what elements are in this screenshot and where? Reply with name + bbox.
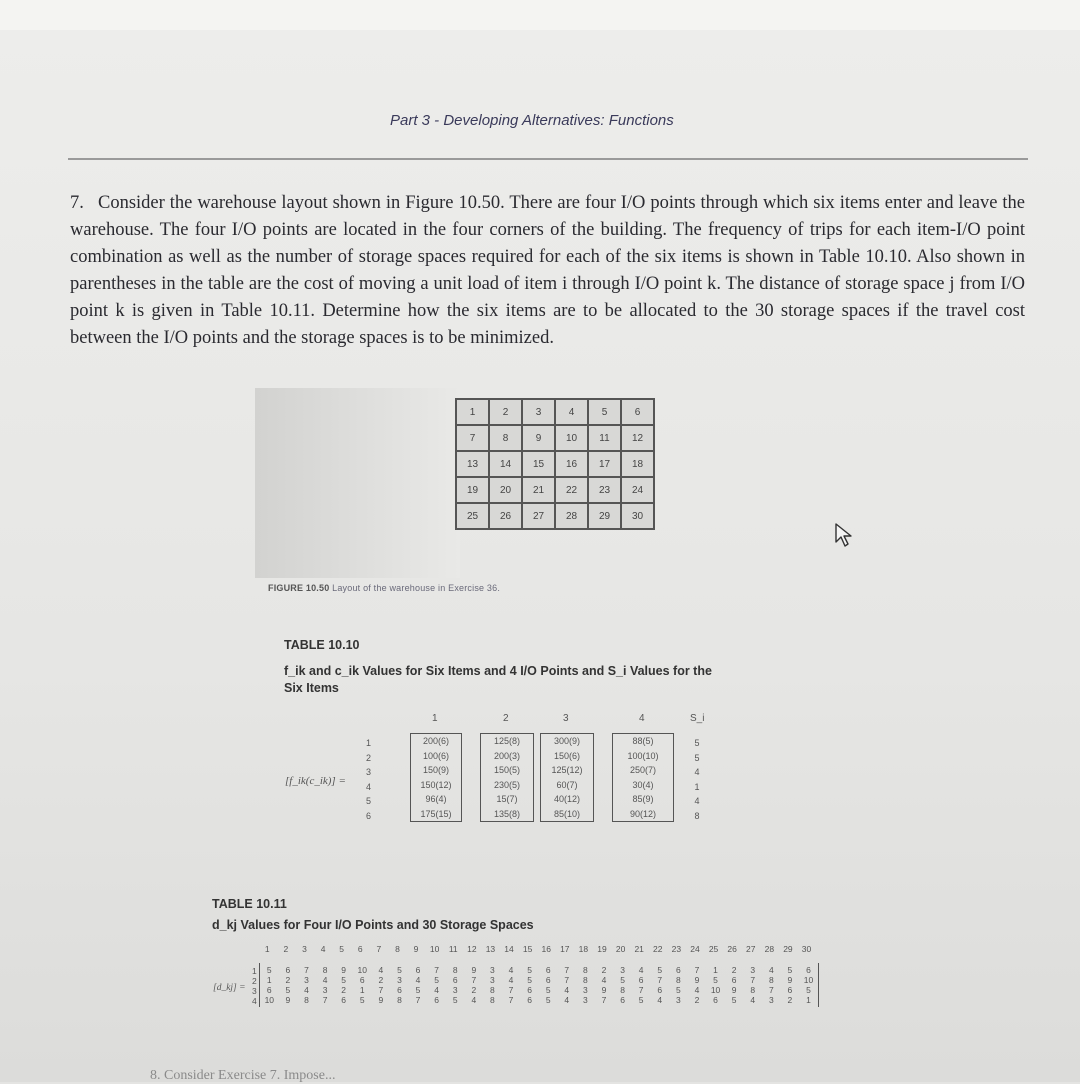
table-10-11-cell: 4 (378, 965, 384, 975)
table-10-10-cell: 85(10) (553, 808, 580, 819)
table-10-11-cell: 6 (341, 995, 347, 1005)
table-10-11-cell: 9 (378, 995, 384, 1005)
table-10-11-cell: 8 (750, 985, 756, 995)
grid-row (456, 451, 654, 477)
storage-space-cell: 3 (522, 399, 555, 425)
table-10-11-cell: 10 (710, 985, 721, 995)
table-10-11-row-label: 1 (252, 966, 257, 976)
table-10-10-col-header: S_i (690, 713, 705, 724)
table-10-10-cell: 88(5) (632, 736, 654, 746)
table-10-10-cell: 150(9) (422, 765, 449, 775)
storage-space-cell: 21 (522, 477, 555, 503)
table-10-10-s-cell: 5 (694, 738, 700, 748)
table-10-11-col-header: 18 (578, 944, 589, 954)
table-10-11-cell: 6 (806, 965, 811, 975)
storage-space-cell: 4 (555, 399, 588, 425)
table-10-11-cell: 4 (471, 995, 477, 1005)
table-10-10-col-header: 2 (503, 713, 509, 724)
table-10-11-col-header: 13 (485, 944, 496, 954)
table-10-11-col-header: 14 (504, 944, 514, 954)
table-10-11-cell: 5 (620, 975, 625, 985)
table-10-10-row-labels (366, 736, 371, 823)
table-10-11-cell: 5 (452, 995, 458, 1005)
table-10-10-cell: 150(5) (493, 765, 520, 775)
table-10-11-cell: 7 (415, 995, 421, 1005)
table-10-11-cell: 4 (564, 985, 570, 995)
header-rule (68, 158, 1028, 160)
table-10-11-cell: 6 (527, 985, 532, 995)
table-10-10-column-box (480, 733, 534, 822)
table-10-10-col-header: 1 (432, 713, 438, 724)
table-10-11-cell: 3 (750, 965, 756, 975)
table-10-11-cell: 5 (434, 975, 439, 985)
storage-space-cell: 12 (621, 425, 654, 451)
table-10-11-col-header: 27 (746, 944, 756, 954)
table-10-11-cell: 3 (322, 985, 328, 995)
table-10-11-cell: 5 (285, 985, 291, 995)
table-10-10-row-label: 3 (366, 767, 372, 777)
figure-shadow (255, 388, 460, 578)
table-10-11-cell: 2 (694, 995, 700, 1005)
table-10-11-col-header: 4 (320, 944, 326, 954)
table-10-11-cell: 6 (266, 985, 272, 995)
table-10-10-s-values (690, 736, 704, 823)
table-10-11-cell: 6 (545, 975, 551, 985)
storage-space-cell: 8 (489, 425, 522, 451)
table-10-11-cell: 10 (264, 995, 275, 1005)
table-10-11-cell: 6 (434, 995, 439, 1005)
table-10-10-s-cell: 1 (694, 781, 700, 792)
table-10-11-cell: 5 (527, 975, 532, 985)
storage-space-cell: 15 (522, 451, 555, 477)
table-10-10-lhs: [f_ik(c_ik)] = (285, 775, 346, 787)
problem-text: Consider the warehouse layout shown in Figure 10.50. There are four I/O points through which six items enter and leave the warehouse. The four I/O points are located in the four corners of the building. The frequency of trips for each item-I/O point combination as well as the number of storage spaces required for each of the six items is shown in Table 10.10. Also shown in parentheses in the table are the cost of moving a unit load of item i through I/O point k. The distance of storage space j from I/O point k is given in Table 10.11. Determine how the six items are to be allocated to the 30 storage spaces if the travel cost between the I/O points and the storage spaces is to be minimized. (70, 193, 1025, 348)
table-10-11-row-label: 3 (252, 986, 257, 996)
table-10-11-cell: 7 (378, 985, 384, 995)
table-10-11-cell: 3 (675, 995, 681, 1005)
textbook-page (0, 30, 1080, 1082)
table-10-11-cell: 7 (564, 975, 570, 985)
table-10-11-col-header: 23 (671, 944, 682, 954)
table-10-11-col-header: 24 (690, 944, 700, 954)
table-10-10-row-label: 6 (366, 810, 372, 821)
table-10-11-col-header: 30 (801, 944, 812, 954)
table-10-10-cell: 230(5) (493, 779, 520, 790)
table-10-10-column-box (612, 733, 674, 822)
table-10-11-cell: 4 (750, 995, 756, 1005)
table-10-10-cell: 100(10) (627, 750, 659, 761)
table-10-11-cell: 10 (803, 975, 814, 985)
table-10-11-cell: 7 (601, 995, 607, 1005)
table-10-11-cell: 7 (471, 975, 477, 985)
storage-space-cell: 18 (621, 451, 654, 477)
storage-space-cell: 26 (489, 503, 522, 529)
table-10-11-cell: 4 (322, 975, 328, 985)
table-10-11-cell: 6 (359, 975, 365, 985)
table-10-11-cell: 7 (638, 985, 644, 995)
table-10-11-col-header: 11 (448, 944, 458, 954)
storage-space-cell: 19 (456, 477, 489, 503)
storage-space-cell: 5 (588, 399, 621, 425)
table-10-11-cell: 7 (508, 995, 514, 1005)
table-10-11-cell: 8 (452, 965, 458, 975)
table-10-10-cell: 15(7) (496, 794, 518, 804)
table-10-11-cell: 5 (527, 965, 532, 975)
storage-space-cell: 23 (588, 477, 621, 503)
table-10-10-s-cell: 5 (694, 752, 700, 763)
table-10-11-cell: 6 (713, 995, 718, 1005)
table-10-11-cell: 8 (620, 985, 625, 995)
table-10-11-cell: 9 (285, 995, 291, 1005)
table-10-11-body (259, 963, 819, 1007)
storage-space-cell: 24 (621, 477, 654, 503)
table-10-11-cell: 2 (378, 975, 384, 985)
table-10-11-cell: 6 (285, 965, 291, 975)
table-10-11-row (260, 985, 818, 995)
grid-row (456, 503, 654, 529)
storage-space-cell: 28 (555, 503, 588, 529)
table-10-11-cell: 7 (322, 995, 328, 1005)
table-10-11-cell: 8 (583, 965, 588, 975)
storage-space-cell: 22 (555, 477, 588, 503)
table-10-10-cell: 200(3) (493, 750, 520, 761)
table-10-11-cell: 5 (731, 995, 737, 1005)
table-10-10-cell: 300(9) (553, 736, 580, 746)
table-10-11-cell: 5 (638, 995, 644, 1005)
storage-space-cell: 7 (456, 425, 489, 451)
table-10-10-s-cell: 8 (694, 810, 700, 821)
table-10-11-cell: 4 (564, 995, 570, 1005)
table-10-11-cell: 5 (787, 965, 793, 975)
table-10-11-cell: 4 (508, 975, 514, 985)
table-10-11-cell: 1 (713, 965, 718, 975)
storage-space-cell: 2 (489, 399, 522, 425)
table-10-10-col-header: 4 (639, 713, 645, 724)
table-10-11-row (260, 995, 818, 1005)
table-10-11-col-header: 10 (429, 944, 440, 954)
table-10-11-cell: 5 (675, 985, 681, 995)
table-10-11-cell: 7 (750, 975, 756, 985)
table-10-11-col-header: 16 (541, 944, 551, 954)
table-10-11-cell: 6 (675, 965, 681, 975)
table-10-10-cell: 96(4) (425, 794, 447, 804)
problem-7 (70, 190, 1025, 352)
table-10-11-col-header: 21 (634, 944, 644, 954)
storage-space-cell: 17 (588, 451, 621, 477)
table-10-11-cell: 7 (508, 985, 514, 995)
grid-row (456, 399, 654, 425)
top-bar (0, 0, 1080, 30)
table-10-11-col-header: 15 (522, 944, 533, 954)
table-10-11-cell: 9 (731, 985, 737, 995)
table-10-11-cell: 5 (397, 965, 402, 975)
problem-number: 7. (70, 193, 84, 213)
table-10-11-cell: 3 (768, 995, 774, 1005)
table-10-11-cell: 2 (731, 965, 737, 975)
table-10-10-row-label: 2 (366, 752, 372, 763)
table-10-11-col-header: 12 (467, 944, 477, 954)
table-10-11-cell: 4 (508, 965, 514, 975)
table-10-11-cell: 8 (322, 965, 328, 975)
table-10-11-cell: 2 (285, 975, 291, 985)
table-10-11-cell: 5 (415, 985, 421, 995)
table-10-10-column-box (540, 733, 594, 822)
storage-space-cell: 9 (522, 425, 555, 451)
table-10-11-cell: 8 (490, 995, 495, 1005)
figure-caption-text: Layout of the warehouse in Exercise 36. (332, 583, 501, 593)
table-10-11-cell: 5 (545, 995, 551, 1005)
table-10-11-col-header: 17 (560, 944, 570, 954)
table-10-11-col-header: 25 (708, 944, 719, 954)
table-10-11-cell: 7 (304, 965, 309, 975)
table-10-11-cell: 6 (787, 985, 793, 995)
storage-space-cell: 11 (588, 425, 621, 451)
table-10-11-cell: 4 (768, 965, 774, 975)
storage-space-cell: 16 (555, 451, 588, 477)
table-10-11-title: TABLE 10.11 (212, 897, 287, 911)
table-10-11-row (260, 975, 818, 985)
table-10-11-cell: 9 (694, 975, 700, 985)
table-10-11-lhs: [d_kj] = (213, 983, 246, 993)
table-10-11-cell: 9 (471, 965, 477, 975)
table-10-11-cell: 8 (768, 975, 774, 985)
table-10-11-cell: 8 (397, 995, 402, 1005)
table-10-11-cell: 7 (694, 965, 700, 975)
storage-space-cell: 10 (555, 425, 588, 451)
table-10-11-col-header: 28 (764, 944, 775, 954)
table-10-10-cell: 100(6) (422, 750, 449, 761)
table-10-11-cell: 6 (657, 985, 663, 995)
table-10-11-col-header: 5 (339, 944, 345, 954)
table-10-10-cell: 40(12) (553, 794, 580, 804)
table-10-10-cell: 90(12) (629, 808, 656, 819)
table-10-11-col-header: 6 (357, 944, 363, 954)
table-10-10-s-cell: 4 (694, 796, 700, 806)
table-10-11-col-header: 22 (653, 944, 663, 954)
table-10-11-cell: 7 (768, 985, 774, 995)
table-10-11-cell: 1 (359, 985, 365, 995)
table-10-11-cell: 8 (675, 975, 681, 985)
table-10-11-row-label: 4 (252, 996, 257, 1006)
table-10-11-cell: 5 (657, 965, 663, 975)
table-10-11-cell: 6 (545, 965, 551, 975)
table-10-10-title: TABLE 10.10 (284, 638, 360, 652)
table-10-10-row-label: 5 (366, 796, 372, 806)
table-10-11-cell: 6 (620, 995, 625, 1005)
table-10-11-cell: 6 (527, 995, 532, 1005)
table-10-11-cell: 5 (713, 975, 718, 985)
storage-space-cell: 25 (456, 503, 489, 529)
table-10-11-col-header: 20 (615, 944, 626, 954)
table-10-11-cell: 4 (304, 985, 309, 995)
table-10-11-col-header: 8 (395, 944, 400, 954)
table-10-11-col-header: 19 (597, 944, 607, 954)
table-10-10-caption: f_ik and c_ik Values for Six Items and 4 I/O Points and S_i Values for the Six Items (284, 664, 712, 695)
table-10-11-cell: 3 (490, 975, 495, 985)
storage-space-cell: 1 (456, 399, 489, 425)
table-10-11-cell: 7 (434, 965, 439, 975)
table-10-10-cell: 30(4) (632, 779, 654, 790)
table-10-10-cell: 135(8) (493, 808, 520, 819)
table-10-11-cell: 4 (601, 975, 607, 985)
table-10-11-cell: 3 (304, 975, 309, 985)
table-10-11-row-labels (252, 966, 257, 1006)
storage-space-cell: 13 (456, 451, 489, 477)
table-10-10-col-header: 3 (563, 713, 569, 724)
table-10-11-cell: 5 (341, 975, 347, 985)
table-10-11-row (260, 965, 818, 975)
table-10-11-cell: 3 (620, 965, 625, 975)
storage-space-cell: 14 (489, 451, 522, 477)
table-10-11-cell: 6 (452, 975, 458, 985)
table-10-10-s-cell: 4 (694, 767, 700, 777)
warehouse-layout-grid (455, 398, 655, 530)
table-10-10-cell: 60(7) (556, 779, 578, 790)
table-10-10-row-label: 1 (366, 738, 372, 748)
storage-space-cell: 29 (588, 503, 621, 529)
table-10-11-cell: 7 (564, 965, 570, 975)
table-10-11-row-label: 2 (252, 976, 257, 986)
page-header: Part 3 - Developing Alternatives: Functions (390, 112, 674, 129)
table-10-11-cell: 5 (359, 995, 365, 1005)
table-10-11-cell: 3 (490, 965, 495, 975)
table-10-11-col-header: 1 (264, 944, 270, 954)
table-10-10-cell: 85(9) (632, 794, 654, 804)
table-10-11-cell: 4 (694, 985, 700, 995)
grid-row (456, 477, 654, 503)
table-10-11-cell: 5 (545, 985, 551, 995)
table-10-11-col-header: 2 (283, 944, 289, 954)
table-10-11-cell: 4 (434, 985, 439, 995)
table-10-11-cell: 9 (787, 975, 793, 985)
table-10-11-cell: 1 (266, 975, 272, 985)
table-10-11-cell: 3 (397, 975, 402, 985)
table-10-10-column-box (410, 733, 462, 822)
mouse-pointer-icon (834, 522, 856, 548)
storage-space-cell: 30 (621, 503, 654, 529)
table-10-11-cell: 5 (266, 965, 272, 975)
table-10-11-cell: 1 (806, 995, 811, 1005)
table-10-10-cell: 150(12) (420, 779, 452, 790)
table-10-11-col-header: 29 (783, 944, 793, 954)
table-10-11-caption: d_kj Values for Four I/O Points and 30 Storage Spaces (212, 918, 534, 932)
next-problem-cutoff: 8. Consider Exercise 7. Impose... (150, 1068, 336, 1083)
table-10-11-cell: 6 (415, 965, 421, 975)
table-10-11-cell: 4 (638, 965, 644, 975)
figure-caption-label: FIGURE 10.50 (268, 583, 330, 593)
table-10-11-cell: 9 (601, 985, 607, 995)
storage-space-cell: 27 (522, 503, 555, 529)
table-10-11-col-header: 9 (413, 944, 419, 954)
table-10-11-cell: 8 (583, 975, 588, 985)
table-10-11-cell: 7 (657, 975, 663, 985)
table-10-10-cell: 125(12) (551, 765, 583, 775)
table-10-10-cell: 125(8) (493, 736, 520, 746)
storage-space-cell: 20 (489, 477, 522, 503)
table-10-11-cell: 3 (452, 985, 458, 995)
table-10-11-cell: 3 (583, 985, 588, 995)
table-10-11-cell: 10 (357, 965, 367, 975)
table-10-10-cell: 200(6) (422, 736, 449, 746)
table-10-11-cell: 2 (787, 995, 793, 1005)
figure-caption (268, 583, 500, 593)
table-10-11-cell: 6 (731, 975, 737, 985)
table-10-11-column-headers (258, 944, 816, 954)
table-10-11-cell: 3 (583, 995, 588, 1005)
table-10-11-cell: 4 (657, 995, 663, 1005)
table-10-11-cell: 8 (490, 985, 495, 995)
table-10-10-cell: 175(15) (420, 808, 452, 819)
table-10-11-cell: 2 (341, 985, 347, 995)
table-10-11-cell: 9 (341, 965, 347, 975)
table-10-11-cell: 5 (806, 985, 811, 995)
table-10-11-cell: 4 (415, 975, 421, 985)
table-10-11-col-header: 3 (302, 944, 307, 954)
table-10-11-cell: 8 (304, 995, 309, 1005)
table-10-11-col-header: 26 (727, 944, 737, 954)
grid-row (456, 425, 654, 451)
table-10-11-cell: 6 (397, 985, 402, 995)
table-10-11-cell: 2 (471, 985, 477, 995)
table-10-10-cell: 250(7) (629, 765, 656, 775)
table-10-11-cell: 2 (601, 965, 607, 975)
table-10-10-cell: 150(6) (553, 750, 580, 761)
table-10-11-col-header: 7 (376, 944, 382, 954)
storage-space-cell: 6 (621, 399, 654, 425)
table-10-11-cell: 6 (638, 975, 644, 985)
table-10-10-row-label: 4 (366, 781, 372, 792)
